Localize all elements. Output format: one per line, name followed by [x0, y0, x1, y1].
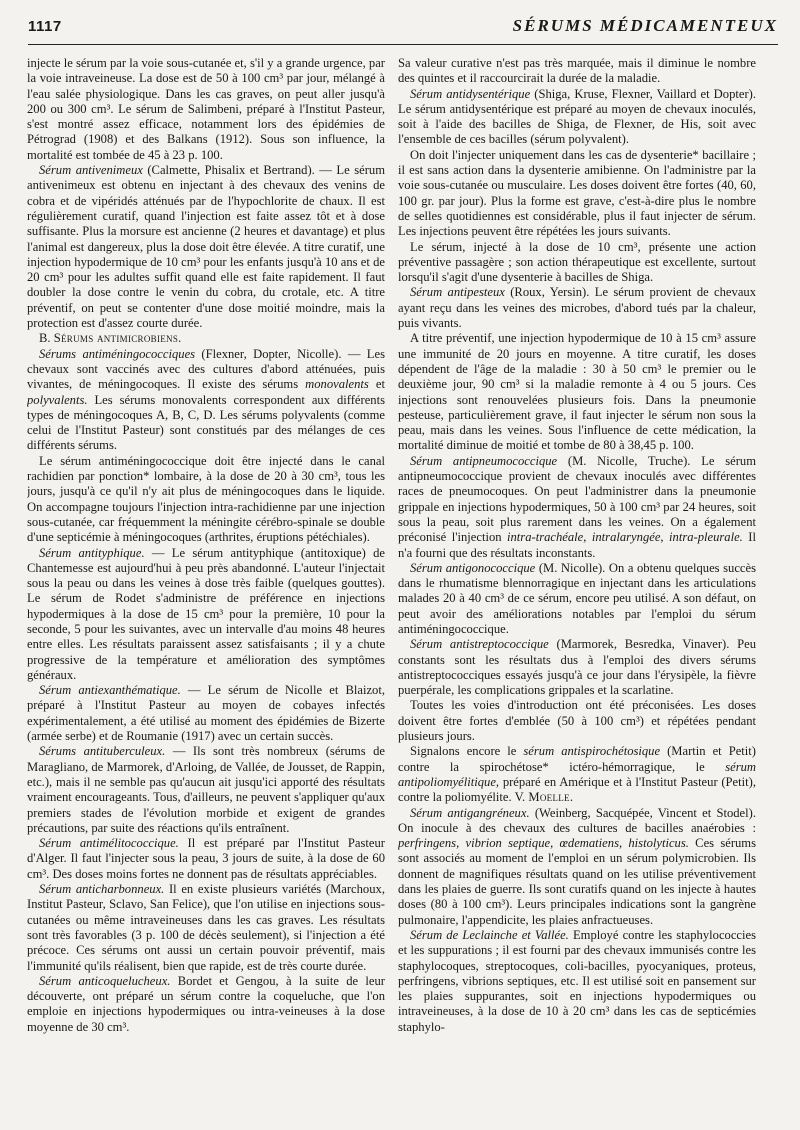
text-run: (Marmorek, Besredka, Vinaver). Peu constants sont les résultats dus à l'emploi des divers sérums antistreptococciques essayés jusqu'à ce jour dans l'érysipèle, la fièvre puerpérale, les complications grippales et la scarlatine.: [398, 637, 756, 698]
text-run: Signalons encore le: [410, 744, 524, 759]
text-run: On doit l'injecter uniquement dans les cas de dysenterie* bacillaire ; il est sans action dans la dysenterie amibienne. On l'administre par la voie sous-cutanée ou musculaire. Les doses doivent être fortes (40, 60, 100 gr. par jour). Plus la forme est grave, c'est-à-dire plus le nombre de selles quotidiennes est considérable, plus il faut injecter de sérum. Les injections peuvent être répétées les jours suivants.: [398, 147, 756, 239]
italic-term: Sérum anticharbonneux.: [39, 882, 165, 897]
italic-term: Sérum antigangréneux.: [410, 805, 530, 820]
page-number: 1117: [28, 18, 62, 35]
text-run: (Calmette, Phisalix et Bertrand). — Le sérum antivenimeux est obtenu en injectant à des chevaux des venins de cobra et de vipéridés atténués par de l'hypochlorite de chaux. Il est régulièrement curatif, quand l'injection est faite assez tôt et à dose suffisante. Plus la morsure est ancienne (2 heures et davantage) et plus l'animal est dangereux, plus la dose doit être élevée. A titre curatif, une injection hypodermique de 10 cm³ pour les enfants jusqu'à 10 ans et de 20 cm³ pour les adultes suffit quand elle est faite rapidement. Il faut doubler la dose contre le venin du cobra, du crotale, etc. A titre préventif, on peut se contenter d'une dose moitié moindre, mais la protection est d'assez courte durée.: [27, 163, 385, 331]
paragraph: [27, 546, 385, 684]
text-run: A titre préventif, une injection hypodermique de 10 à 15 cm³ assure une immunité de 20 jours en moyenne. A titre curatif, les doses dépendent de l'âge de la maladie : 30 à 50 cm³ le premier ou le deuxième jour, 90 cm³ si la maladie remonte à 4 ou 5 jours. Ces injections sont renouvelées plusieurs fois. Dans la pneumonie pesteuse, particulièrement grave, il faut injecter le sérum non sous la peau, mais dans les veines. Sous l'influence de cette médication, la mortalité diminue de moitié et tombe de 80 à 38,45 p. 100.: [398, 331, 756, 453]
paragraph: [398, 148, 756, 240]
text-run: Sa valeur curative n'est pas très marquée, mais il diminue le nombre des quintes et il raccourcirait la durée de la maladie.: [398, 56, 756, 86]
italic-term: Sérum antigonococcique: [410, 560, 536, 575]
paragraph: [398, 56, 756, 87]
italic-term: polyvalents.: [27, 392, 88, 407]
small-caps-heading: Sérums antimicrobiens.: [53, 331, 182, 346]
text-run: préparé en Amérique et à l'Institut Pasteur (Petit), contre la poliomyélite. V.: [398, 774, 756, 805]
paragraph: [398, 561, 756, 637]
text-run: (Shiga, Kruse, Flexner, Vaillard et Dopter). Le sérum antidysentérique est préparé au moyen de chevaux inoculés, soit à l'aide des bacilles de Shiga, de Flexner, de His, soit avec l'ensemble de ces bacilles (sérum polyvalent).: [398, 86, 756, 147]
paragraph: [27, 882, 385, 974]
paragraph: [27, 974, 385, 1035]
italic-term: Sérum antidysentérique: [410, 86, 531, 101]
text-run: (M. Nicolle, Truche). Le sérum antipneumococcique provient de chevaux inoculés avec différentes races de pneumocoques. On peut l'administrer dans la pneumonie grippale en injections hypodermiques, 50 à 100 cm³ par 24 heures, soit sous la peau, soit plus rarement dans les veines. On a également préconisé l'injection: [398, 453, 756, 545]
text-run: (Weinberg, Sacquépée, Vincent et Stodel). On inocule à des chevaux des cultures de bacilles anaérobies :: [398, 805, 756, 835]
paragraph: [398, 698, 756, 744]
text-run: injecte le sérum par la voie sous-cutanée et, s'il y a grande urgence, par la voie intraveineuse. La dose est de 50 à 100 cm³ par jour, mélangé à l'eau salée physiologique. Dans les cas graves, on peut aller jusqu'à 200 ou 300 cm³. Le sérum de Salimbeni, préparé à l'Institut Pasteur, s'est montré assez efficace, notamment lors des épidémies de Pétrograd (1908) et des Balkans (1912). Sous son influence, la mortalité est tombée de 45 à 23 p. 100.: [27, 56, 385, 162]
italic-term: intra-trachéale, intralaryngée, intra-pleurale.: [507, 530, 743, 545]
italic-term: Sérum antistreptococcique: [410, 637, 549, 652]
page-header: [28, 14, 778, 45]
italic-term: Sérum de Leclainche et Vallée.: [410, 927, 569, 942]
italic-term: Sérum antiexanthématique.: [39, 683, 181, 698]
text-run: Le sérum, injecté à la dose de 10 cm³, présente une action préventive passagère ; son action thérapeutique est excellente, surtout lorsqu'il s'agit d'une dysenterie à bacilles de Shiga.: [398, 239, 756, 285]
text-run: (Martin et Petit) contre la spirochétose* ictéro-hémorragique, le: [398, 744, 756, 774]
italic-term: Sérum anticoquelucheux.: [39, 973, 171, 988]
italic-term: Sérums antituberculeux.: [39, 744, 166, 759]
paragraph: [398, 744, 756, 805]
italic-term: Sérums antiméningococciques: [39, 346, 196, 361]
right-text-column: [398, 56, 756, 1126]
paragraph: [398, 454, 756, 561]
paragraph: [27, 744, 385, 836]
text-run: et: [368, 377, 385, 392]
italic-term: Sérum antimélitococcique.: [39, 836, 179, 851]
italic-term: perfringens, vibrion septique, œdematiens, histolyticus.: [398, 836, 689, 851]
paragraph: [398, 806, 756, 928]
text-run: — Le sérum de Nicolle et Blaizot, préparé à l'Institut Pasteur au moyen de cobayes infectés expérimentalement, a été utilisé au moment des épidémies de Bizerte (armée serbe) et de Roumanie (1917) avec un certain succès.: [27, 683, 385, 744]
text-run: — Ils sont très nombreux (sérums de Maragliano, de Marmorek, d'Arloing, de Vallée, de Jousset, de Rappin, etc.), mais il ne semble pas qu'aucun ait jusqu'ici apporté des résultats vraiment encourageants. Tous, d'ailleurs, ne peuvent s'appliquer qu'aux premiers stades de l'évolution morbide et exigent de grandes précautions, par suite des réactions qu'ils entraînent.: [27, 744, 385, 835]
text-run: — Le sérum antityphique (antitoxique) de Chantemesse est aujourd'hui à peu près abandonné. L'auteur l'injectait sous la peau ou dans les veines à dose très faible (quelques gouttes). Le sérum de Rodet s'administre de préférence en injections hypodermiques à la dose de 15 cm³ pour la première, 10 pour la seconde, 5 pour les suivantes, avec un intervalle d'au moins 48 heures entre elles. Les résultats paraissent assez satisfaisants ; il y a chute progressive de la température et amélioration des symptômes généraux.: [27, 545, 385, 682]
italic-term: sérum antipoliomyélitique,: [398, 759, 756, 789]
italic-term: monovalents: [305, 377, 369, 392]
text-run: Toutes les voies d'introduction ont été préconisées. Les doses doivent être fortes d'emblée (50 à 100 cm³) et répétées pendant plusieurs jours.: [398, 698, 756, 744]
text-run: (Flexner, Dopter, Nicolle). — Les chevaux sont vaccinés avec des cultures d'abord atténuées, puis vivantes, de méningocoques. Il existe des sérums: [27, 346, 385, 392]
italic-term: Sérum antityphique.: [39, 545, 145, 560]
paragraph: [398, 87, 756, 148]
italic-term: Sérum antipneumococcique: [410, 453, 558, 468]
paragraph: [398, 285, 756, 331]
text-run: (M. Nicolle). On a obtenu quelques succès dans le rhumatisme blennorragique en injectant dans les articulations malades 20 à 40 cm³ de ce sérum, encore peu utilisé. A son défaut, on peut avoir des améliorations notables par l'emploi du sérum antiméningococcique.: [398, 560, 756, 636]
text-run: Les sérums monovalents correspondent aux différents types de méningocoques A, B, C, D. Les sérums polyvalents (comme celui de l'Institut Pasteur) sont constitués par des mélanges de ces différents sérums.: [27, 392, 385, 453]
left-text-column: [27, 56, 385, 1126]
paragraph: [27, 331, 385, 346]
italic-term: Sérum antivenimeux: [39, 163, 143, 178]
paragraph: [27, 56, 385, 163]
italic-term: sérum antispirochétosique: [523, 744, 661, 759]
text-run: Il est préparé par l'Institut Pasteur d'Alger. Il faut l'injecter sous la peau, 3 jours de suite, à la dose de 60 cm³. Des doses moins fortes ne donnent pas de résultats appréciables.: [27, 836, 385, 881]
paragraph: [27, 347, 385, 454]
text-run: Le sérum antiméningococcique doit être injecté dans le canal rachidien par ponction* lombaire, à la dose de 20 à 30 cm³, tous les jours, jusqu'à ce qu'il n'y ait plus de méningocoques dans le liquide. On accompagne toujours l'injection intra-rachidienne par une injection sous-cutanée, car fréquemment la méningite cérébro-spinale se double d'une septicémie à méningocoques (arthrites, éruptions pétéchiales).: [27, 453, 385, 545]
paragraph: [27, 683, 385, 744]
paragraph: [398, 928, 756, 1035]
paragraph: [27, 163, 385, 331]
italic-term: Sérum antipesteux: [410, 285, 505, 300]
paragraph: [27, 836, 385, 882]
text-run: B.: [39, 331, 54, 346]
paragraph: [398, 240, 756, 286]
text-run: Il n'a fourni que des résultats inconstants.: [398, 530, 756, 560]
paragraph: [398, 637, 756, 698]
small-caps-heading: Moelle.: [528, 790, 574, 805]
paragraph: [398, 331, 756, 453]
paragraph: [27, 454, 385, 546]
text-run: Ces sérums sont associés au moment de l'emploi en un sérum polymicrobien. Ils donnent de magnifiques résultats quand on les utilise préventivement dans les plaies de guerre. Ils sont curatifs quand on les injecte à hautes doses (80 à 100 cm³). Leurs principales indications sont la gangrène pulmonaire, l'appendicite, les plaies anfractueuses.: [398, 836, 756, 927]
text-run: Employé contre les staphylococcies et les suppurations ; il est fourni par des chevaux immunisés contre les staphylocoques, streptocoques, coli-bacilles, pyocyaniques, proteus, perfringens, vibrions septiques, etc. Il est utilisé soit en pansement sur les plaies suppurantes, soit en injections hypodermiques ou intraveineuses, à la dose de 10 à 20 cm³ dans les cas de septicémies staphylo-: [398, 927, 756, 1034]
running-title: SÉRUMS MÉDICAMENTEUX: [512, 16, 778, 35]
text-run: Il en existe plusieurs variétés (Marchoux, Institut Pasteur, Sclavo, San Felice), que l'on utilise en injections sous-cutanées ou même intraveineuses dans les cas graves. Les résultats sont très favorables (3 p. 100 de décès seulement), si l'injection a été précoce. Ces sérums ont aussi un certain pouvoir préventif, mais l'immunité qu'ils réalisent, bien que rapide, est de très courte durée.: [27, 882, 385, 973]
text-run: Bordet et Gengou, à la suite de leur découverte, ont préparé un sérum contre la coqueluche, que l'on emploie en injections hypodermiques ou intra-veineuses à la dose moyenne de 30 cm³.: [27, 973, 385, 1034]
text-run: (Roux, Yersin). Le sérum provient de chevaux ayant reçu dans les veines des microbes, d'abord tués par la chaleur, puis vivants.: [398, 285, 756, 331]
